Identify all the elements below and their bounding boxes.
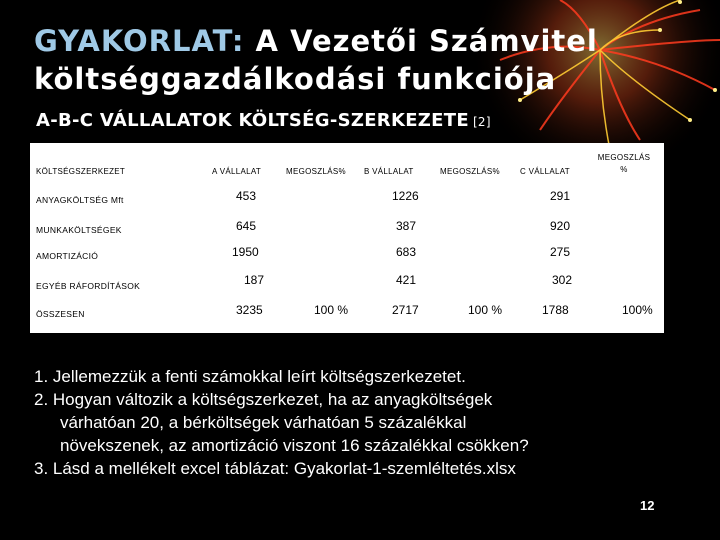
header-b-share: MEGOSZLÁS% bbox=[440, 167, 500, 176]
row-label-material: ANYAGKÖLTSÉG Mft bbox=[36, 195, 124, 205]
slide-subtitle bbox=[36, 110, 491, 131]
question-3: 3. Lásd a mellékelt excel táblázat: Gyakorlat-1-szemléltetés.xlsx bbox=[34, 459, 516, 478]
subtitle-text: A-B-C VÁLLALATOK KÖLTSÉG-SZERKEZETE bbox=[36, 110, 469, 131]
row-label-labor: MUNKAKÖLTSÉGEK bbox=[36, 225, 122, 235]
header-c-share-line1: MEGOSZLÁS bbox=[597, 153, 651, 162]
cell-a-share-total: 100 % bbox=[314, 303, 349, 317]
row-label-depreciation: AMORTIZÁCIÓ bbox=[36, 251, 99, 261]
question-2-line2: várhatóan 20, a bérköltségek várhatóan 5 százalékkal bbox=[60, 413, 467, 432]
header-a-share: MEGOSZLÁS% bbox=[286, 167, 346, 176]
cell-b-total: 2717 bbox=[392, 303, 419, 317]
cell-a-labor: 645 bbox=[236, 219, 257, 233]
cell-c-other: 302 bbox=[552, 273, 573, 287]
cell-b-labor: 387 bbox=[396, 219, 417, 233]
cell-a-total: 3235 bbox=[236, 303, 263, 317]
cell-a-depreciation: 1950 bbox=[232, 245, 259, 259]
exercise-questions bbox=[34, 365, 694, 480]
cell-c-depreciation: 275 bbox=[550, 245, 571, 259]
row-label-total: ÖSSZESEN bbox=[36, 309, 85, 319]
slide-title bbox=[34, 22, 598, 98]
header-company-a: A VÁLLALAT bbox=[212, 167, 262, 176]
cell-c-labor: 920 bbox=[550, 219, 571, 233]
cell-c-share-total: 100% bbox=[622, 303, 653, 317]
row-label-other: EGYÉB RÁFORDÍTÁSOK bbox=[36, 281, 141, 291]
title-line2: költséggazdálkodási funkciója bbox=[34, 62, 557, 96]
header-company-c: C VÁLLALAT bbox=[520, 167, 570, 176]
cell-c-material: 291 bbox=[550, 189, 571, 203]
subtitle-reference: [2] bbox=[472, 115, 491, 129]
question-2-line1: 2. Hogyan változik a költségszerkezet, ha az anyagköltségek bbox=[34, 390, 493, 409]
header-company-b: B VÁLLALAT bbox=[364, 167, 414, 176]
cell-b-depreciation: 683 bbox=[396, 245, 417, 259]
cost-structure-table bbox=[30, 143, 664, 333]
title-accent: GYAKORLAT: bbox=[34, 24, 245, 58]
cell-b-other: 421 bbox=[396, 273, 417, 287]
header-cost-structure: KÖLTSÉGSZERKEZET bbox=[36, 167, 126, 176]
page-number: 12 bbox=[640, 498, 655, 513]
cell-c-total: 1788 bbox=[542, 303, 569, 317]
cell-a-other: 187 bbox=[244, 273, 265, 287]
title-rest: A Vezetői Számvitel bbox=[244, 24, 598, 58]
question-2-line3: növekszenek, az amortizáció viszont 16 százalékkal csökken? bbox=[60, 436, 529, 455]
cell-a-material: 453 bbox=[236, 189, 257, 203]
header-c-share-line2: % bbox=[620, 165, 628, 174]
cell-b-share-total: 100 % bbox=[468, 303, 503, 317]
cell-b-material: 1226 bbox=[392, 189, 419, 203]
question-1: 1. Jellemezzük a fenti számokkal leírt költségszerkezetet. bbox=[34, 367, 466, 386]
